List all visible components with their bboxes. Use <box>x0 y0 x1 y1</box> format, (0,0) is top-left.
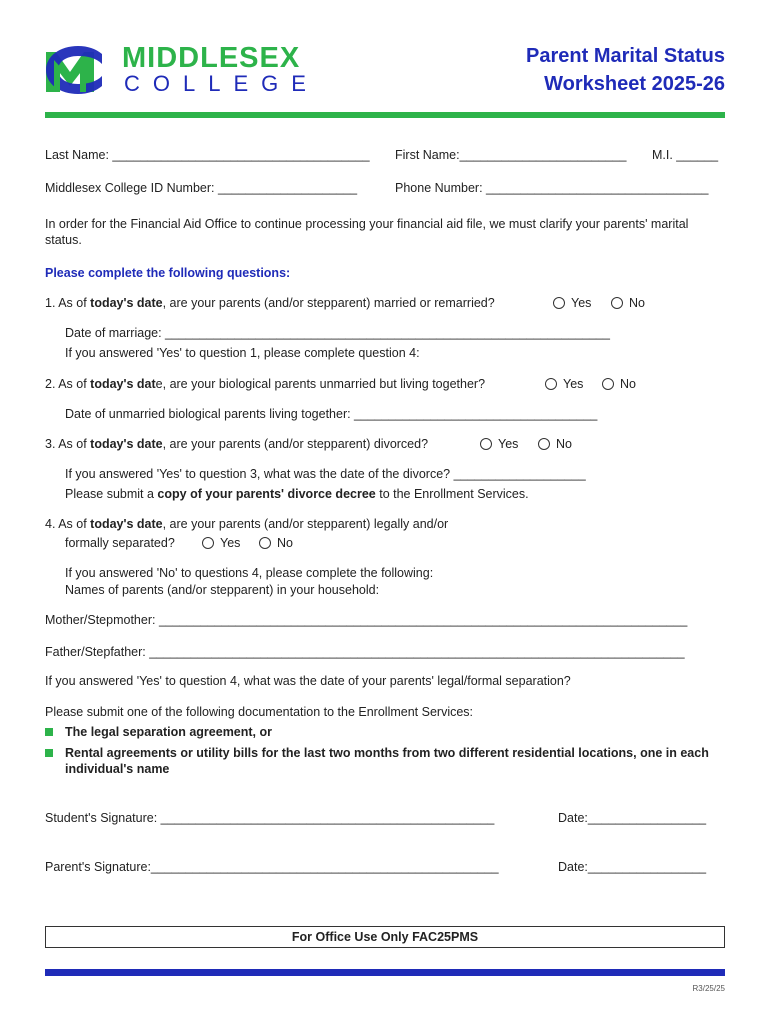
q4-bold: today's date <box>90 517 163 531</box>
student-signature-field[interactable]: Student's Signature: ________________________________________________ <box>45 811 495 825</box>
q4-line-2-text: formally separated? <box>65 536 175 550</box>
separation-question: If you answered 'Yes' to question 4, what was the date of your parents' legal/formal separation? <box>45 674 571 688</box>
q2-date-field[interactable]: Date of unmarried biological parents living together: ___________________________________ <box>65 407 598 421</box>
footer-bar <box>45 969 725 976</box>
office-use-box <box>45 926 725 948</box>
header-divider <box>45 112 725 118</box>
q1-note: If you answered 'Yes' to question 1, please complete question 4: <box>65 346 420 360</box>
q2-yes-label: Yes <box>563 377 584 391</box>
question-1 <box>45 295 495 311</box>
q2-no-option[interactable] <box>602 376 636 392</box>
q3-bold: today's date <box>90 437 163 451</box>
q4-number: 4. As of <box>45 517 91 531</box>
last-name-field[interactable]: Last Name: _____________________________________ <box>45 148 370 162</box>
q2-no-radio[interactable] <box>602 378 614 390</box>
bullet-square-icon <box>45 728 53 736</box>
college-id-field[interactable]: Middlesex College ID Number: ____________________ <box>45 181 358 195</box>
bullet-square-icon <box>45 749 53 757</box>
logo-wordmark-top: MIDDLESEX <box>122 42 301 74</box>
q3-submit-bold: copy of your parents' divorce decree <box>157 487 376 501</box>
q4-no-label: No <box>277 536 293 550</box>
q1-date-field[interactable]: Date of marriage: ________________________________________________________________ <box>65 326 610 340</box>
q1-number: 1. As of <box>45 296 91 310</box>
q4-no-option[interactable] <box>259 535 293 551</box>
q3-number: 3. As of <box>45 437 91 451</box>
parent-signature-field[interactable]: Parent's Signature:__________________________________________________ <box>45 860 499 874</box>
q2-text: e, are your biological parents unmarried but living together? <box>155 377 486 391</box>
q3-yes-option[interactable] <box>480 436 518 452</box>
title-line-2: Worksheet 2025-26 <box>544 73 725 95</box>
q4-line-2 <box>65 535 175 551</box>
documentation-item-2-text: Rental agreements or utility bills for the last two months from two different residential locations, one in each individual's name <box>65 746 709 776</box>
q4-yes-radio[interactable] <box>202 537 214 549</box>
first-name-field[interactable]: First Name:________________________ <box>395 148 627 162</box>
q1-yes-radio[interactable] <box>553 297 565 309</box>
father-field[interactable]: Father/Stepfather: _____________________________________________________________________________ <box>45 645 685 659</box>
q3-submit-note <box>65 486 529 502</box>
page-title <box>425 42 725 98</box>
phone-field[interactable]: Phone Number: ________________________________ <box>395 181 709 195</box>
q1-yes-option[interactable] <box>553 295 591 311</box>
q2-yes-option[interactable] <box>545 376 583 392</box>
q1-bold: today's date <box>90 296 163 310</box>
q1-no-option[interactable] <box>611 295 645 311</box>
instruction-heading: Please complete the following questions: <box>45 266 291 280</box>
office-use-label: For Office Use Only FAC25PMS <box>291 930 479 944</box>
q3-text: , are your parents (and/or stepparent) divorced? <box>162 437 429 451</box>
q2-yes-radio[interactable] <box>545 378 557 390</box>
q3-divorce-date-field[interactable]: If you answered 'Yes' to question 3, what was the date of the divorce? ___________________ <box>65 467 586 481</box>
q4-yes-option[interactable] <box>202 535 240 551</box>
q3-no-label: No <box>556 437 572 451</box>
q4-no-radio[interactable] <box>259 537 271 549</box>
mc-monogram-icon <box>40 42 116 98</box>
q1-no-label: No <box>629 296 645 310</box>
q4-text: , are your parents (and/or stepparent) legally and/or <box>162 517 449 531</box>
q1-yes-label: Yes <box>571 296 592 310</box>
documentation-item-1 <box>45 724 725 740</box>
documentation-item-2 <box>45 745 725 777</box>
q4-note-2: Names of parents (and/or stepparent) in your household: <box>65 583 380 597</box>
q2-number: 2. As of <box>45 377 91 391</box>
q2-bold: today's dat <box>90 377 156 391</box>
q3-yes-radio[interactable] <box>480 438 492 450</box>
question-3 <box>45 436 428 452</box>
college-logo <box>40 42 320 98</box>
q4-yes-label: Yes <box>220 536 241 550</box>
title-line-1: Parent Marital Status <box>526 45 725 67</box>
student-date-field[interactable]: Date:_________________ <box>558 811 707 825</box>
parent-date-field[interactable]: Date:_________________ <box>558 860 707 874</box>
q3-yes-label: Yes <box>498 437 519 451</box>
documentation-intro: Please submit one of the following documentation to the Enrollment Services: <box>45 705 474 719</box>
question-2 <box>45 376 485 392</box>
documentation-item-1-text: The legal separation agreement, or <box>65 725 273 739</box>
q3-no-option[interactable] <box>538 436 572 452</box>
question-4 <box>45 516 448 532</box>
q1-no-radio[interactable] <box>611 297 623 309</box>
q3-no-radio[interactable] <box>538 438 550 450</box>
revision-code: R3/25/25 <box>692 984 725 993</box>
q2-no-label: No <box>620 377 636 391</box>
q3-submit-pre: Please submit a <box>65 487 158 501</box>
intro-paragraph: In order for the Financial Aid Office to continue processing your financial aid file, we must clarify your parents' marital status. <box>45 217 689 247</box>
q4-note-1: If you answered 'No' to questions 4, please complete the following: <box>65 566 434 580</box>
mother-field[interactable]: Mother/Stepmother: ____________________________________________________________________________ <box>45 613 688 627</box>
middle-initial-field[interactable]: M.I. ______ <box>652 148 719 162</box>
logo-wordmark-bottom: COLLEGE <box>124 71 319 96</box>
q1-text: , are your parents (and/or stepparent) married or remarried? <box>162 296 495 310</box>
q3-submit-post: to the Enrollment Services. <box>375 487 529 501</box>
